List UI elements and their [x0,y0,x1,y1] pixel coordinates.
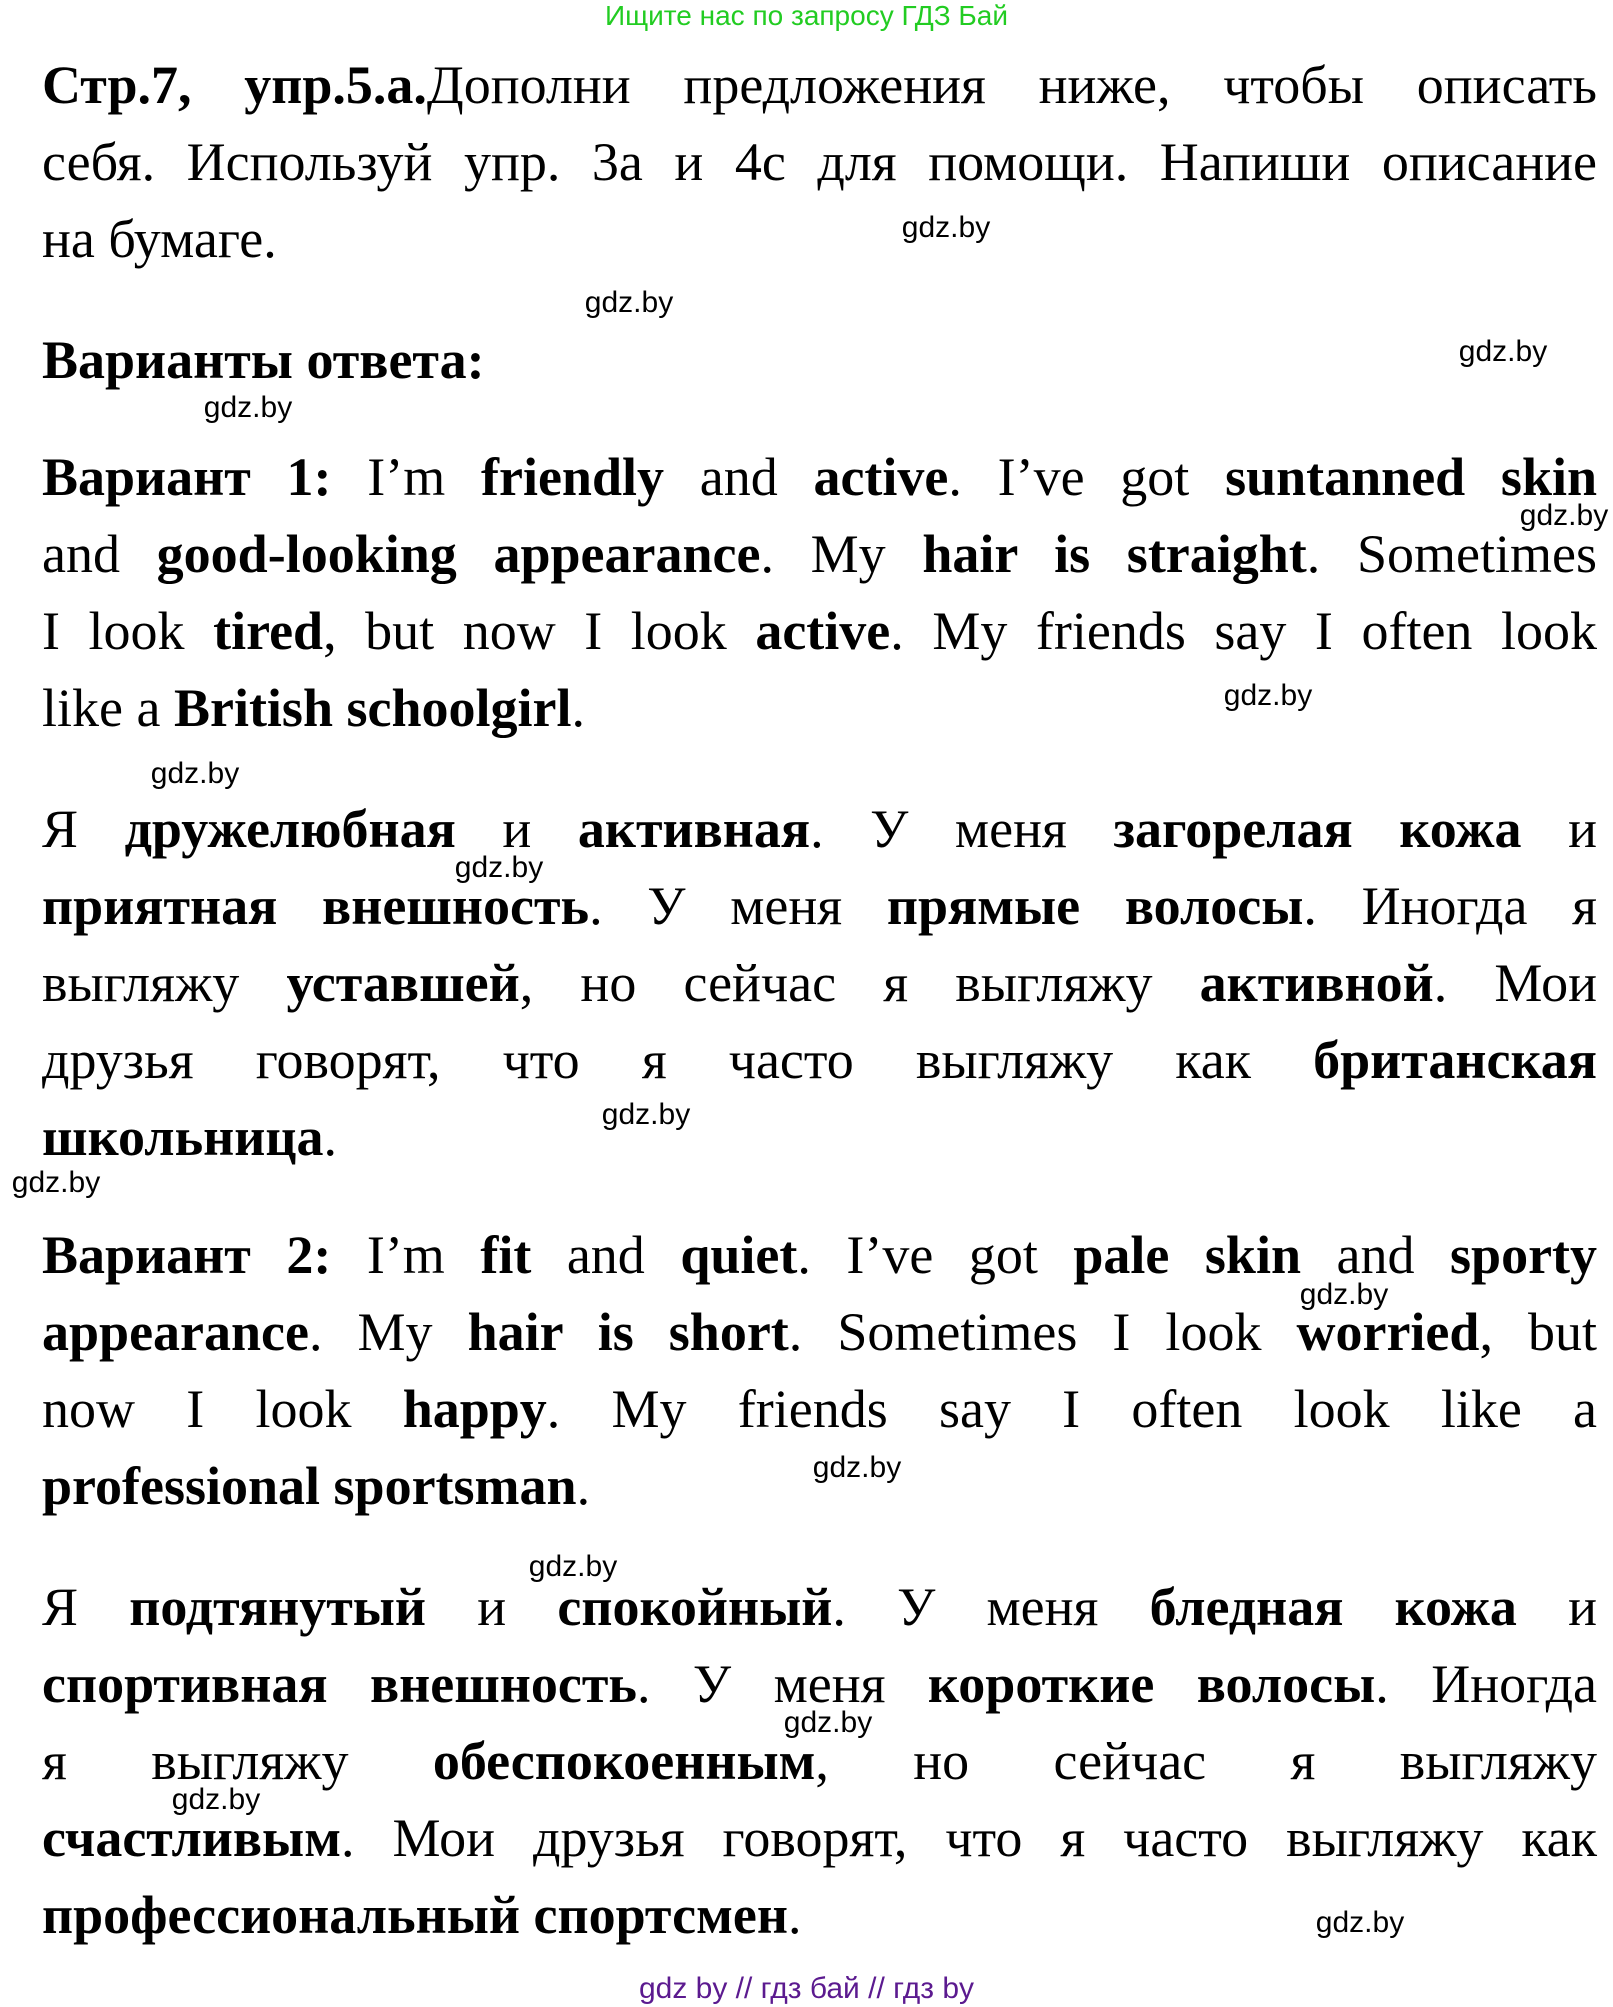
bold-text: обеспокоенным [432,1731,816,1791]
text: like a [42,678,174,738]
text: Я [42,1577,130,1637]
text-line [42,1371,1597,1448]
bold-text: hair is straight [922,524,1307,584]
watermark: gdz.by [203,391,293,424]
bold-text: active [813,447,949,507]
watermark: gdz.by [812,1451,902,1484]
bold-text: active [755,601,891,661]
text: . Sometimes I look [788,1302,1297,1362]
watermark: gdz.by [11,1166,101,1199]
watermark: gdz.by [1223,679,1313,712]
text: , but [1479,1302,1597,1362]
text: себя. Используй упр. 3а и 4с для помощи. Напиши описание [42,132,1597,192]
bold-text: бледная кожа [1149,1577,1517,1637]
text: . [787,1885,802,1945]
text: I look [42,601,214,661]
bold-text: счастливым [42,1808,342,1868]
text: на бумаге. [42,209,277,269]
bold-text: fit [480,1225,532,1285]
bold-text: professional sportsman [42,1456,577,1516]
bold-text: suntanned skin [1225,447,1598,507]
text-line [42,593,1597,670]
watermark: gdz.by [528,1550,618,1583]
text: и [1521,799,1597,859]
text-line [42,791,1597,868]
text: , but now I look [323,601,756,661]
watermark: gdz.by [1519,499,1609,532]
text-line [42,439,1597,516]
bold-text: tired [213,601,324,661]
search-hint-link[interactable]: Ищите нас по запросу ГДЗ Бай [604,0,1009,31]
bold-text: quiet [680,1225,798,1285]
text: and [1301,1225,1451,1285]
footer-links[interactable]: gdz by // гдз бай // гдз by [638,1972,975,2005]
bold-text: загорелая кожа [1113,799,1522,859]
text: . У меня [810,799,1114,859]
text-line [42,516,1597,593]
watermark: gdz.by [1299,1278,1389,1311]
text-line [42,1800,1597,1877]
text-line [42,322,1597,399]
bold-text: дружелюбная [124,799,456,859]
watermark: gdz.by [171,1783,261,1816]
watermark: gdz.by [1458,335,1548,368]
bold-text: friendly [481,447,664,507]
text: , но сейчас я выгляжу [815,1731,1597,1791]
bold-text: подтянутый [129,1577,427,1637]
text-line [42,201,1597,278]
answers-heading [42,322,1597,399]
text: , но сейчас я выгляжу [519,953,1200,1013]
text: и [426,1577,558,1637]
text: . У меня [636,1654,928,1714]
text: and [664,447,814,507]
text: . [576,1456,591,1516]
bold-text: Вариант 2: [42,1225,332,1285]
bold-text: happy [402,1379,547,1439]
text: I’m [331,447,481,507]
bold-text: уставшей [286,953,520,1013]
watermark: gdz.by [1315,1906,1405,1939]
bold-text: pale skin [1073,1225,1301,1285]
text: . Мои друзья говорят, что я часто выгляжу как [341,1808,1597,1868]
text: . I’ve got [948,447,1226,507]
text: и [455,799,578,859]
bold-text: hair is short [467,1302,789,1362]
text-line [42,124,1597,201]
bold-text: sporty [1450,1225,1598,1285]
text: . Мои [1433,953,1598,1013]
text: . Иногда я [1303,876,1597,936]
text: . My friends say I often look like a [546,1379,1597,1439]
text: друзья говорят, что я часто выгляжу как [42,1030,1314,1090]
text-line [42,945,1597,1022]
watermark: gdz.by [584,286,674,319]
variant-1-english [42,439,1597,747]
text: and [42,524,157,584]
variant-1-russian [42,791,1597,1176]
bold-text: appearance [42,1302,309,1362]
bold-text: good-looking appearance [156,524,761,584]
text: и [1516,1577,1597,1637]
watermark: gdz.by [150,757,240,790]
bold-text: Вариант 1: [42,447,332,507]
text: and [531,1225,681,1285]
text: я выгляжу [42,1731,433,1791]
text: . У меня [832,1577,1150,1637]
text-line [42,1099,1597,1176]
text: Дополни предложения ниже, чтобы описать [426,55,1597,115]
watermark: gdz.by [901,211,991,244]
bold-text: Стр.7, упр.5.а. [42,55,427,115]
watermark: gdz.by [454,851,544,884]
text: I’m [331,1225,481,1285]
bold-text: активной [1199,953,1434,1013]
bold-text: British schoolgirl [173,678,572,738]
text: . My [308,1302,468,1362]
bold-text: прямые волосы [886,876,1304,936]
text: . [323,1107,337,1167]
text: Я [42,799,125,859]
text: . My friends say I often look [890,601,1597,661]
text: . I’ve got [797,1225,1074,1285]
text-line [42,1022,1597,1099]
bold-text: короткие волосы [927,1654,1376,1714]
text: . [571,678,585,738]
bold-text: профессиональный спортсмен [42,1885,788,1945]
bold-text: Варианты ответа: [42,330,485,390]
bold-text: школьница [42,1107,324,1167]
watermark: gdz.by [601,1098,691,1131]
bold-text: активная [577,799,811,859]
text: now I look [42,1379,403,1439]
text: выгляжу [42,953,287,1013]
text: . My [760,524,923,584]
bold-text: приятная внешность [42,876,590,936]
text: . Иногда [1375,1654,1598,1714]
text: . У меня [589,876,887,936]
bold-text: worried [1296,1302,1480,1362]
bold-text: спокойный [557,1577,833,1637]
bold-text: британская [1313,1030,1597,1090]
text-line [42,868,1597,945]
text-line [42,47,1597,124]
task-paragraph [42,47,1597,278]
bold-text: спортивная внешность [42,1654,637,1714]
watermark: gdz.by [783,1706,873,1739]
text-line [42,670,1597,747]
text: . Sometimes [1306,524,1597,584]
variant-2-russian [42,1569,1597,1954]
text-line [42,1569,1597,1646]
